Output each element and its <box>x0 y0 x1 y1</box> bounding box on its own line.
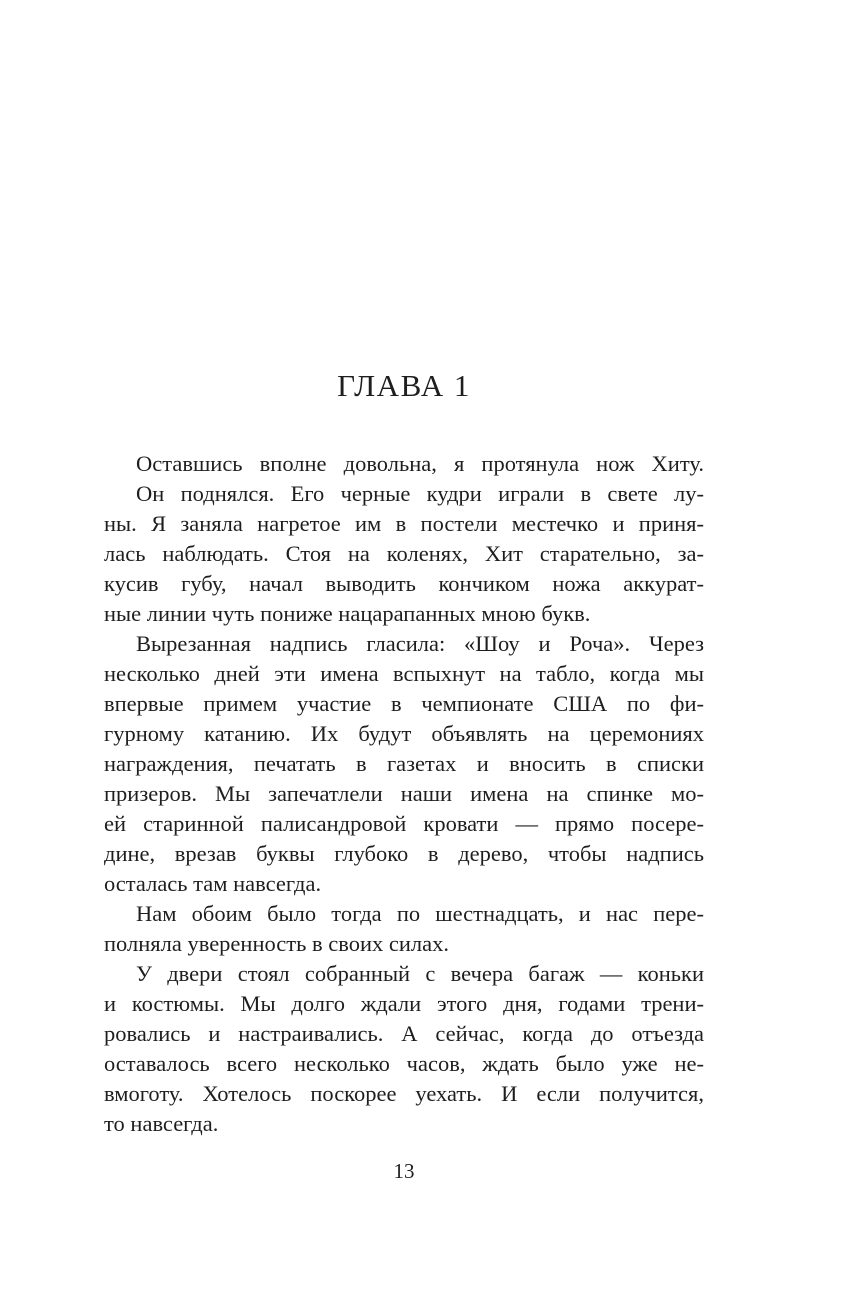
chapter-text <box>104 449 704 1139</box>
chapter-title: ГЛАВА 1 <box>337 368 471 403</box>
text-line: вмоготу. Хотелось поскорее уехать. И если получится, <box>104 1081 704 1106</box>
text-line: полняла уверенность в своих силах. <box>104 931 450 956</box>
text-line: то навсегда. <box>104 1111 219 1136</box>
text-line: оставалось всего несколько часов, ждать было уже не- <box>104 1051 704 1076</box>
text-line: осталась там навсегда. <box>104 871 322 896</box>
text-line: лась наблюдать. Стоя на коленях, Хит старательно, за- <box>104 541 704 566</box>
text-line: Нам обоим было тогда по шестнадцать, и нас пере- <box>136 901 704 926</box>
text-line: несколько дней эти имена вспыхнут на табло, когда мы <box>104 661 704 686</box>
text-line: Вырезанная надпись гласила: «Шоу и Роча». Через <box>136 631 704 656</box>
text-line: Оставшись вполне довольна, я протянула нож Хиту. <box>136 451 704 476</box>
text-line: ны. Я заняла нагретое им в постели местечко и приня- <box>104 511 704 536</box>
text-line: ровались и настраивались. А сейчас, когда до отъезда <box>104 1021 704 1046</box>
text-line: кусив губу, начал выводить кончиком ножа аккурат- <box>104 571 704 596</box>
text-line: У двери стоял собранный с вечера багаж — коньки <box>136 961 704 986</box>
text-line: ные линии чуть пониже нацарапанных мною букв. <box>104 601 591 626</box>
page-number: 13 <box>393 1159 415 1183</box>
text-line: призеров. Мы запечатлели наши имена на спинке мо- <box>104 781 704 806</box>
text-line: награждения, печатать в газетах и вносить в списки <box>104 751 704 776</box>
text-line: и костюмы. Мы долго ждали этого дня, годами трени- <box>104 991 704 1016</box>
text-line: дине, врезав буквы глубоко в дерево, чтобы надпись <box>104 841 704 866</box>
text-line: ей старинной палисандровой кровати — прямо посере- <box>104 811 704 836</box>
text-line: впервые примем участие в чемпионате США по фи- <box>104 691 704 716</box>
text-line: Он поднялся. Его черные кудри играли в свете лу- <box>136 481 704 506</box>
text-line: гурному катанию. Их будут объявлять на церемониях <box>104 721 704 746</box>
